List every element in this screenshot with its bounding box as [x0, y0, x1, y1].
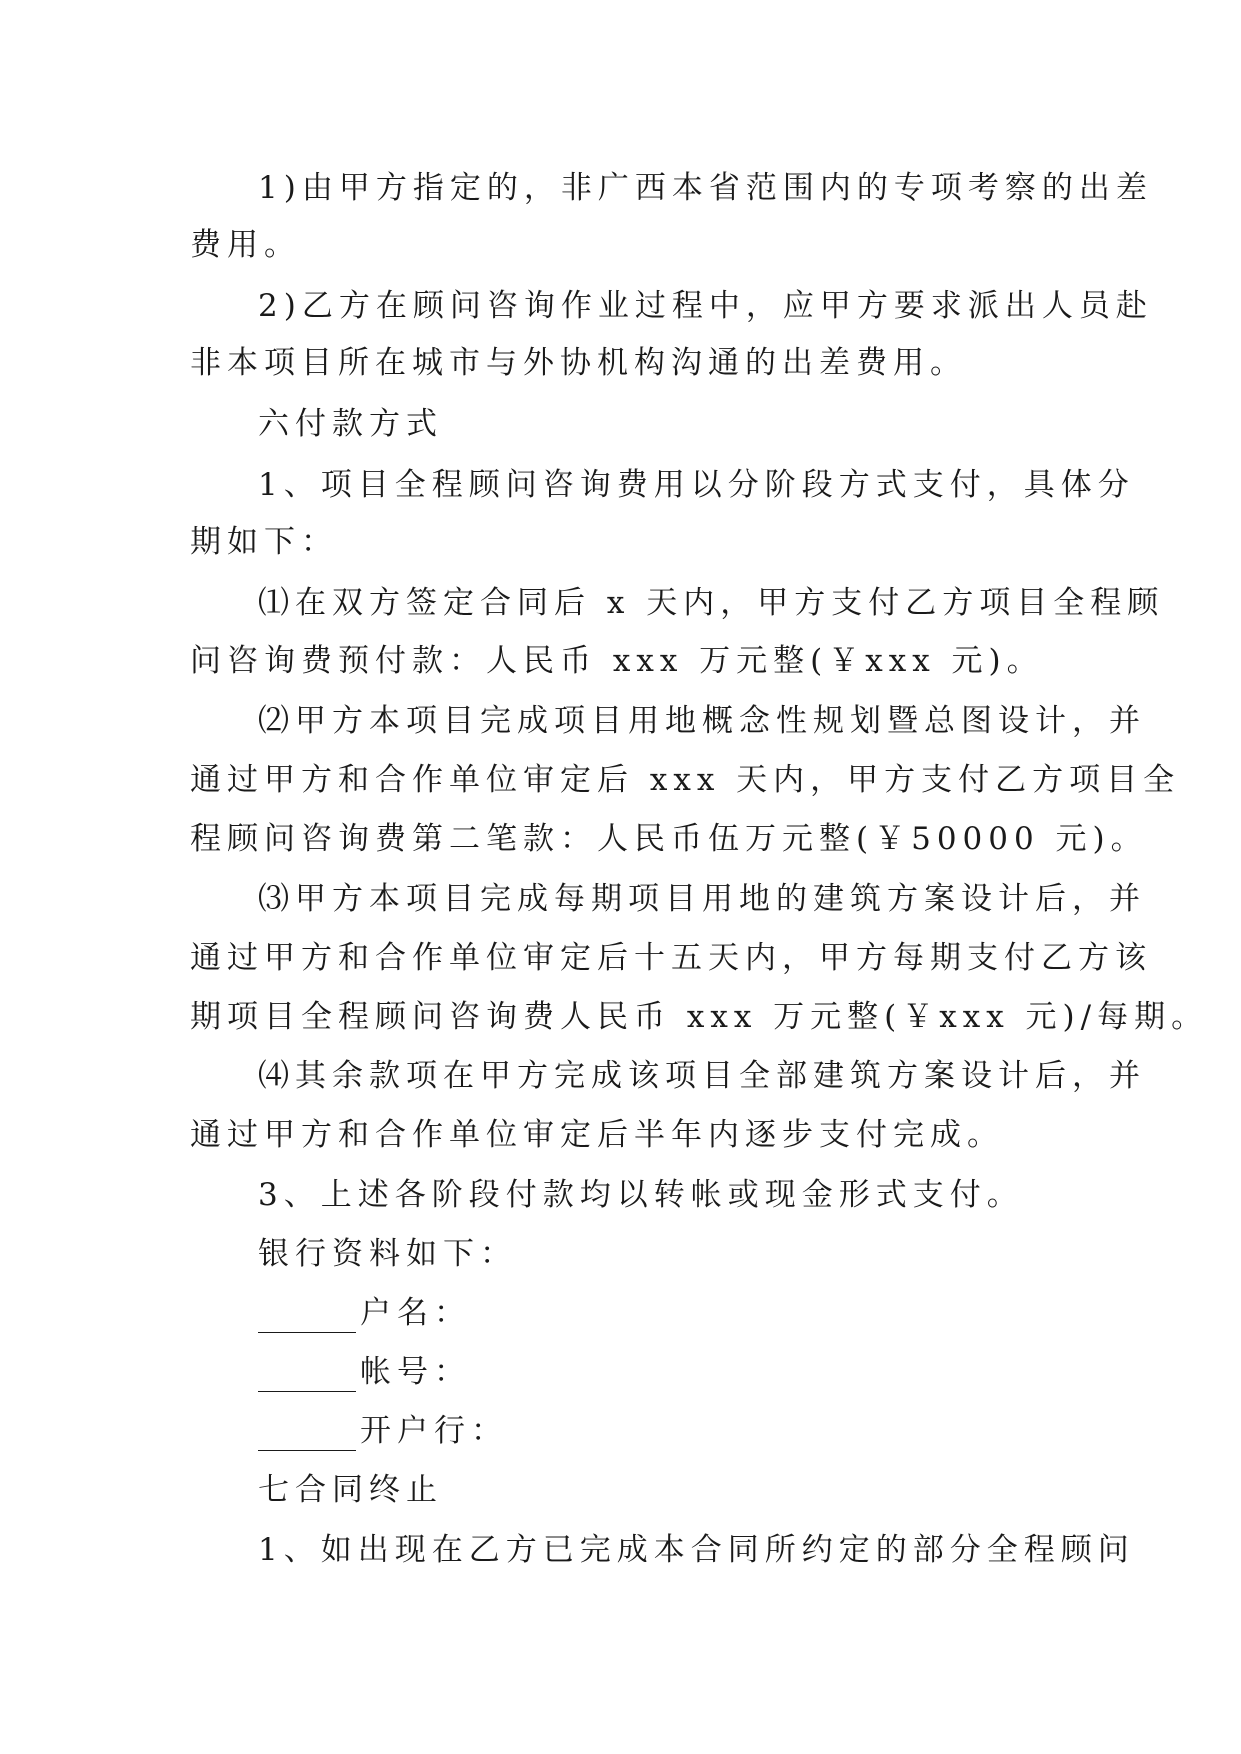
fill-in-blank	[258, 1361, 356, 1392]
bank-field-account-number	[258, 1352, 471, 1392]
paragraph-line: 费用。	[190, 227, 301, 263]
paragraph-line: 通过甲方和合作单位审定后十五天内，甲方每期支付乙方该	[190, 940, 1152, 976]
paragraph-line: 通过甲方和合作单位审定后半年内逐步支付完成。	[190, 1117, 1004, 1153]
paragraph-line: 期项目全程顾问咨询费人民币 xxx 万元整(￥xxx 元)/每期。	[190, 999, 1209, 1035]
bank-field-label: 帐号：	[360, 1354, 471, 1390]
paragraph-line: ⑶甲方本项目完成每期项目用地的建筑方案设计后，并	[258, 881, 1146, 917]
fill-in-blank	[258, 1420, 356, 1451]
bank-field-label: 户名：	[360, 1295, 471, 1331]
paragraph-line: ⑷其余款项在甲方完成该项目全部建筑方案设计后，并	[258, 1058, 1146, 1094]
bank-field-bank-name	[258, 1411, 508, 1451]
paragraph-line: 期如下：	[190, 524, 338, 560]
bank-field-account-name	[258, 1293, 471, 1333]
paragraph-line: 2)乙方在顾问咨询作业过程中，应甲方要求派出人员赴	[258, 288, 1153, 324]
paragraph-line: 1、如出现在乙方已完成本合同所约定的部分全程顾问	[258, 1532, 1135, 1568]
paragraph-line: 通过甲方和合作单位审定后 xxx 天内，甲方支付乙方项目全	[190, 762, 1181, 798]
paragraph-line: 1)由甲方指定的，非广西本省范围内的专项考察的出差	[258, 170, 1153, 206]
bank-field-label: 开户行：	[360, 1413, 508, 1449]
paragraph-line: ⑵甲方本项目完成项目用地概念性规划暨总图设计，并	[258, 703, 1146, 739]
section-heading: 七合同终止	[258, 1472, 443, 1508]
paragraph-line: 问咨询费预付款：人民币 xxx 万元整(￥xxx 元)。	[190, 643, 1044, 679]
paragraph-line: ⑴在双方签定合同后 x 天内，甲方支付乙方项目全程顾	[258, 585, 1165, 621]
paragraph-line: 银行资料如下：	[258, 1236, 517, 1272]
paragraph-line: 非本项目所在城市与外协机构沟通的出差费用。	[190, 345, 967, 381]
fill-in-blank	[258, 1302, 356, 1333]
paragraph-line: 程顾问咨询费第二笔款：人民币伍万元整(￥50000 元)。	[190, 821, 1148, 857]
section-heading: 六付款方式	[258, 406, 443, 442]
paragraph-line: 3、上述各阶段付款均以转帐或现金形式支付。	[258, 1177, 1024, 1213]
paragraph-line: 1、项目全程顾问咨询费用以分阶段方式支付，具体分	[258, 467, 1135, 503]
